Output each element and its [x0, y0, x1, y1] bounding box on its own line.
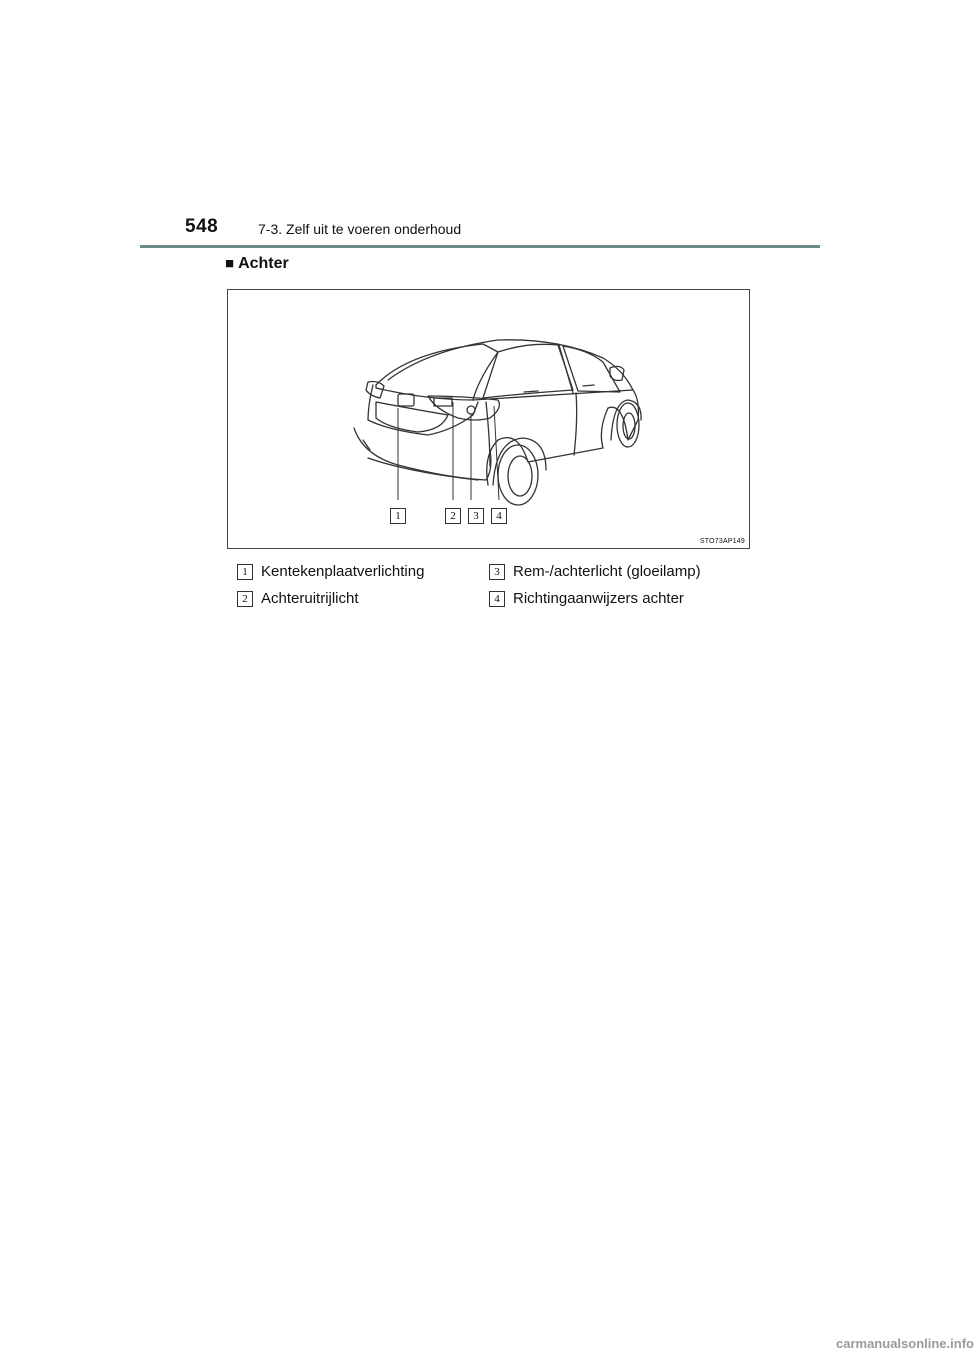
- front-wheel-arch: [611, 400, 641, 440]
- callout-line-4: [494, 406, 499, 500]
- callout-4: 4: [491, 508, 507, 524]
- rear-wheel-inner: [508, 456, 532, 496]
- figure-code: STO73AP149: [699, 538, 745, 545]
- door-handle-front: [583, 385, 594, 386]
- section-title: Achter: [238, 255, 289, 272]
- legend-number-1: 1: [237, 564, 253, 580]
- side-window-rear: [483, 344, 573, 398]
- door-line-front: [574, 393, 577, 455]
- roof-outline: [388, 340, 633, 390]
- legend-item-4: [489, 590, 684, 607]
- legend-item-1: [237, 563, 424, 580]
- callout-2: 2: [445, 508, 461, 524]
- section-heading: [225, 255, 289, 273]
- legend-label-3: Rem-/achterlicht (gloeilamp): [513, 563, 701, 580]
- header-divider: [140, 245, 820, 248]
- callout-1: 1: [390, 508, 406, 524]
- car-rear-illustration: [228, 290, 751, 550]
- bumper-lower: [368, 458, 478, 480]
- legend-number-3: 3: [489, 564, 505, 580]
- emblem: [398, 394, 414, 406]
- legend-label-2: Achteruitrijlicht: [261, 590, 359, 607]
- section-bullet: ■: [225, 255, 235, 272]
- chapter-title: 7-3. Zelf uit te voeren onderhoud: [258, 221, 462, 237]
- rear-window: [376, 344, 498, 400]
- legend-number-4: 4: [489, 591, 505, 607]
- legend-item-3: [489, 563, 701, 580]
- legend-label-4: Richtingaanwijzers achter: [513, 590, 684, 607]
- tailgate: [368, 385, 478, 435]
- legend-item-2: [237, 590, 359, 607]
- legend-number-2: 2: [237, 591, 253, 607]
- page-number: 548: [185, 216, 219, 237]
- watermark: carmanualsonline.info: [836, 1336, 974, 1351]
- legend-label-1: Kentekenplaatverlichting: [261, 563, 425, 580]
- brake-lamp: [467, 406, 475, 414]
- door-handle-rear: [524, 391, 538, 392]
- car-rear-figure: [227, 289, 750, 549]
- callout-3: 3: [468, 508, 484, 524]
